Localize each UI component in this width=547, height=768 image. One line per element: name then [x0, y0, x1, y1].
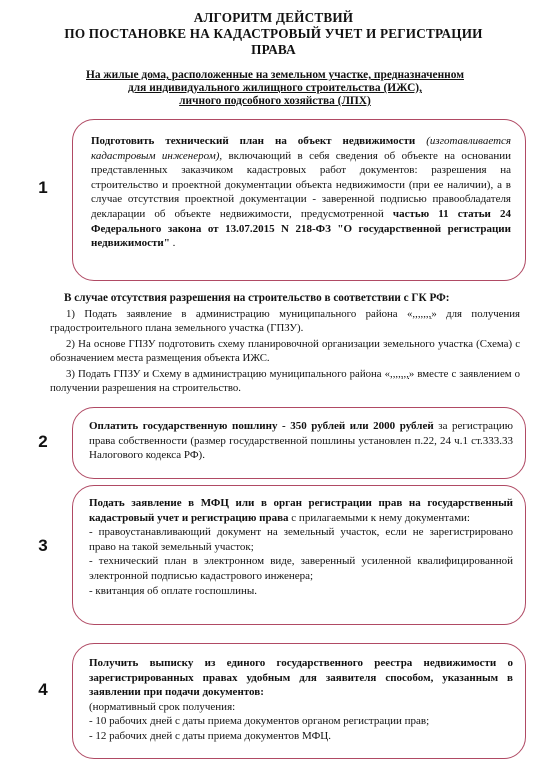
middle-item2: 2) На основе ГПЗУ подготовить схему планировочной организации земельного участка (Схема) с обозначением места размещения объекта ИЖС.: [50, 338, 520, 364]
step-number-4: 4: [38, 680, 48, 699]
middle-heading: В случае отсутствия разрешения на строительство в соответствии с ГК РФ:: [64, 292, 450, 304]
step1-body: включающий в себя сведения об объекте на основании представленных заказчиком кадастровых работ документов: разрешения на строительство и проектной документации объекта недвижимости (при ее наличии), а в случае отсутствия проектной документации - заверенной подписью правообладателя декларации об объекте недвижимости, предусмотренной: [91, 149, 511, 220]
step1-bold-tail: частью 11 статьи 24 Федерального закона от 13.07.2015 N 218-ФЗ "О государственной регистрации недвижимости": [91, 207, 511, 250]
step1-box: [72, 119, 526, 281]
step2-body: за регистрацию права собственности (размер государственной пошлины установлен п.22, 24 ч.1 ст.333.33 Налогового кодекса РФ).: [89, 420, 513, 462]
step4-item-2: - 12 рабочих дней с даты приема документов МФЦ.: [89, 729, 331, 742]
step4-box: [72, 643, 526, 759]
step4-term: (нормативный срок получения:: [89, 700, 236, 713]
doc-title-line3: ПРАВА: [251, 42, 296, 57]
step2-text: [89, 419, 513, 463]
doc-title-line1: АЛГОРИТМ ДЕЙСТВИЙ: [193, 10, 354, 25]
step4-bold: Получить выписку из единого государственного реестра недвижимости о зарегистрированных правах удобным для заявителя способом, указанным в заявлении при подачи документов:: [89, 657, 513, 699]
step2-bold: Оплатить государственную пошлину - 350 рублей или 2000 рублей: [89, 420, 434, 432]
subtitle-line3: личного подсобного хозяйства (ЛПХ): [179, 95, 371, 107]
subtitle-line2: для индивидуального жилищного строительства (ИЖС),: [128, 82, 422, 94]
step3-bold: Подать заявление в МФЦ или в орган регистрации прав на государственный кадастровый учет и регистрацию права: [89, 497, 513, 524]
step-number-1: 1: [38, 178, 48, 197]
step3-box: [72, 485, 526, 625]
step3-item-1: - правоустанавливающий документ на земельный участок, если не зарегистрировано право на такой земельный участок;: [89, 526, 513, 553]
middle-item3: 3) Подать ГПЗУ и Схему в администрацию муниципального района «,,,,,,,» вместе с заявлением о получении разрешения на строительство.: [50, 368, 520, 394]
step3-item-2: - технический план в электронном виде, заверенный усиленной квалифицированной электронной подписью кадастрового инженера;: [89, 555, 513, 582]
step3-text: [89, 496, 513, 525]
subtitle-line1: На жилые дома, расположенные на земельном участке, предназначенном: [86, 69, 464, 81]
step1-italic-note: (изготавливается кадастровым инженером),: [91, 135, 512, 162]
step-number-3: 3: [38, 536, 48, 555]
step3-item-3: - квитанция об оплате госпошлины.: [89, 584, 258, 597]
step1-text: [91, 134, 511, 251]
step2-box: [72, 407, 526, 479]
step-number-2: 2: [38, 432, 48, 451]
step1-bold-lead: Подготовить технический план на объект недвижимости: [91, 135, 416, 147]
doc-title-line2: ПО ПОСТАНОВКЕ НА КАДАСТРОВЫЙ УЧЕТ И РЕГИСТРАЦИИ: [64, 26, 483, 41]
step3-body: с прилагаемыми к нему документами:: [288, 511, 470, 524]
middle-item1: 1) Подать заявление в администрацию муниципального района «,,,,,,,» для получения градостроительного плана земельного участка (ГПЗУ).: [50, 308, 520, 334]
step4-item-1: - 10 рабочих дней с даты приема документов органом регистрации прав;: [89, 715, 430, 728]
step1-end: .: [169, 237, 176, 250]
